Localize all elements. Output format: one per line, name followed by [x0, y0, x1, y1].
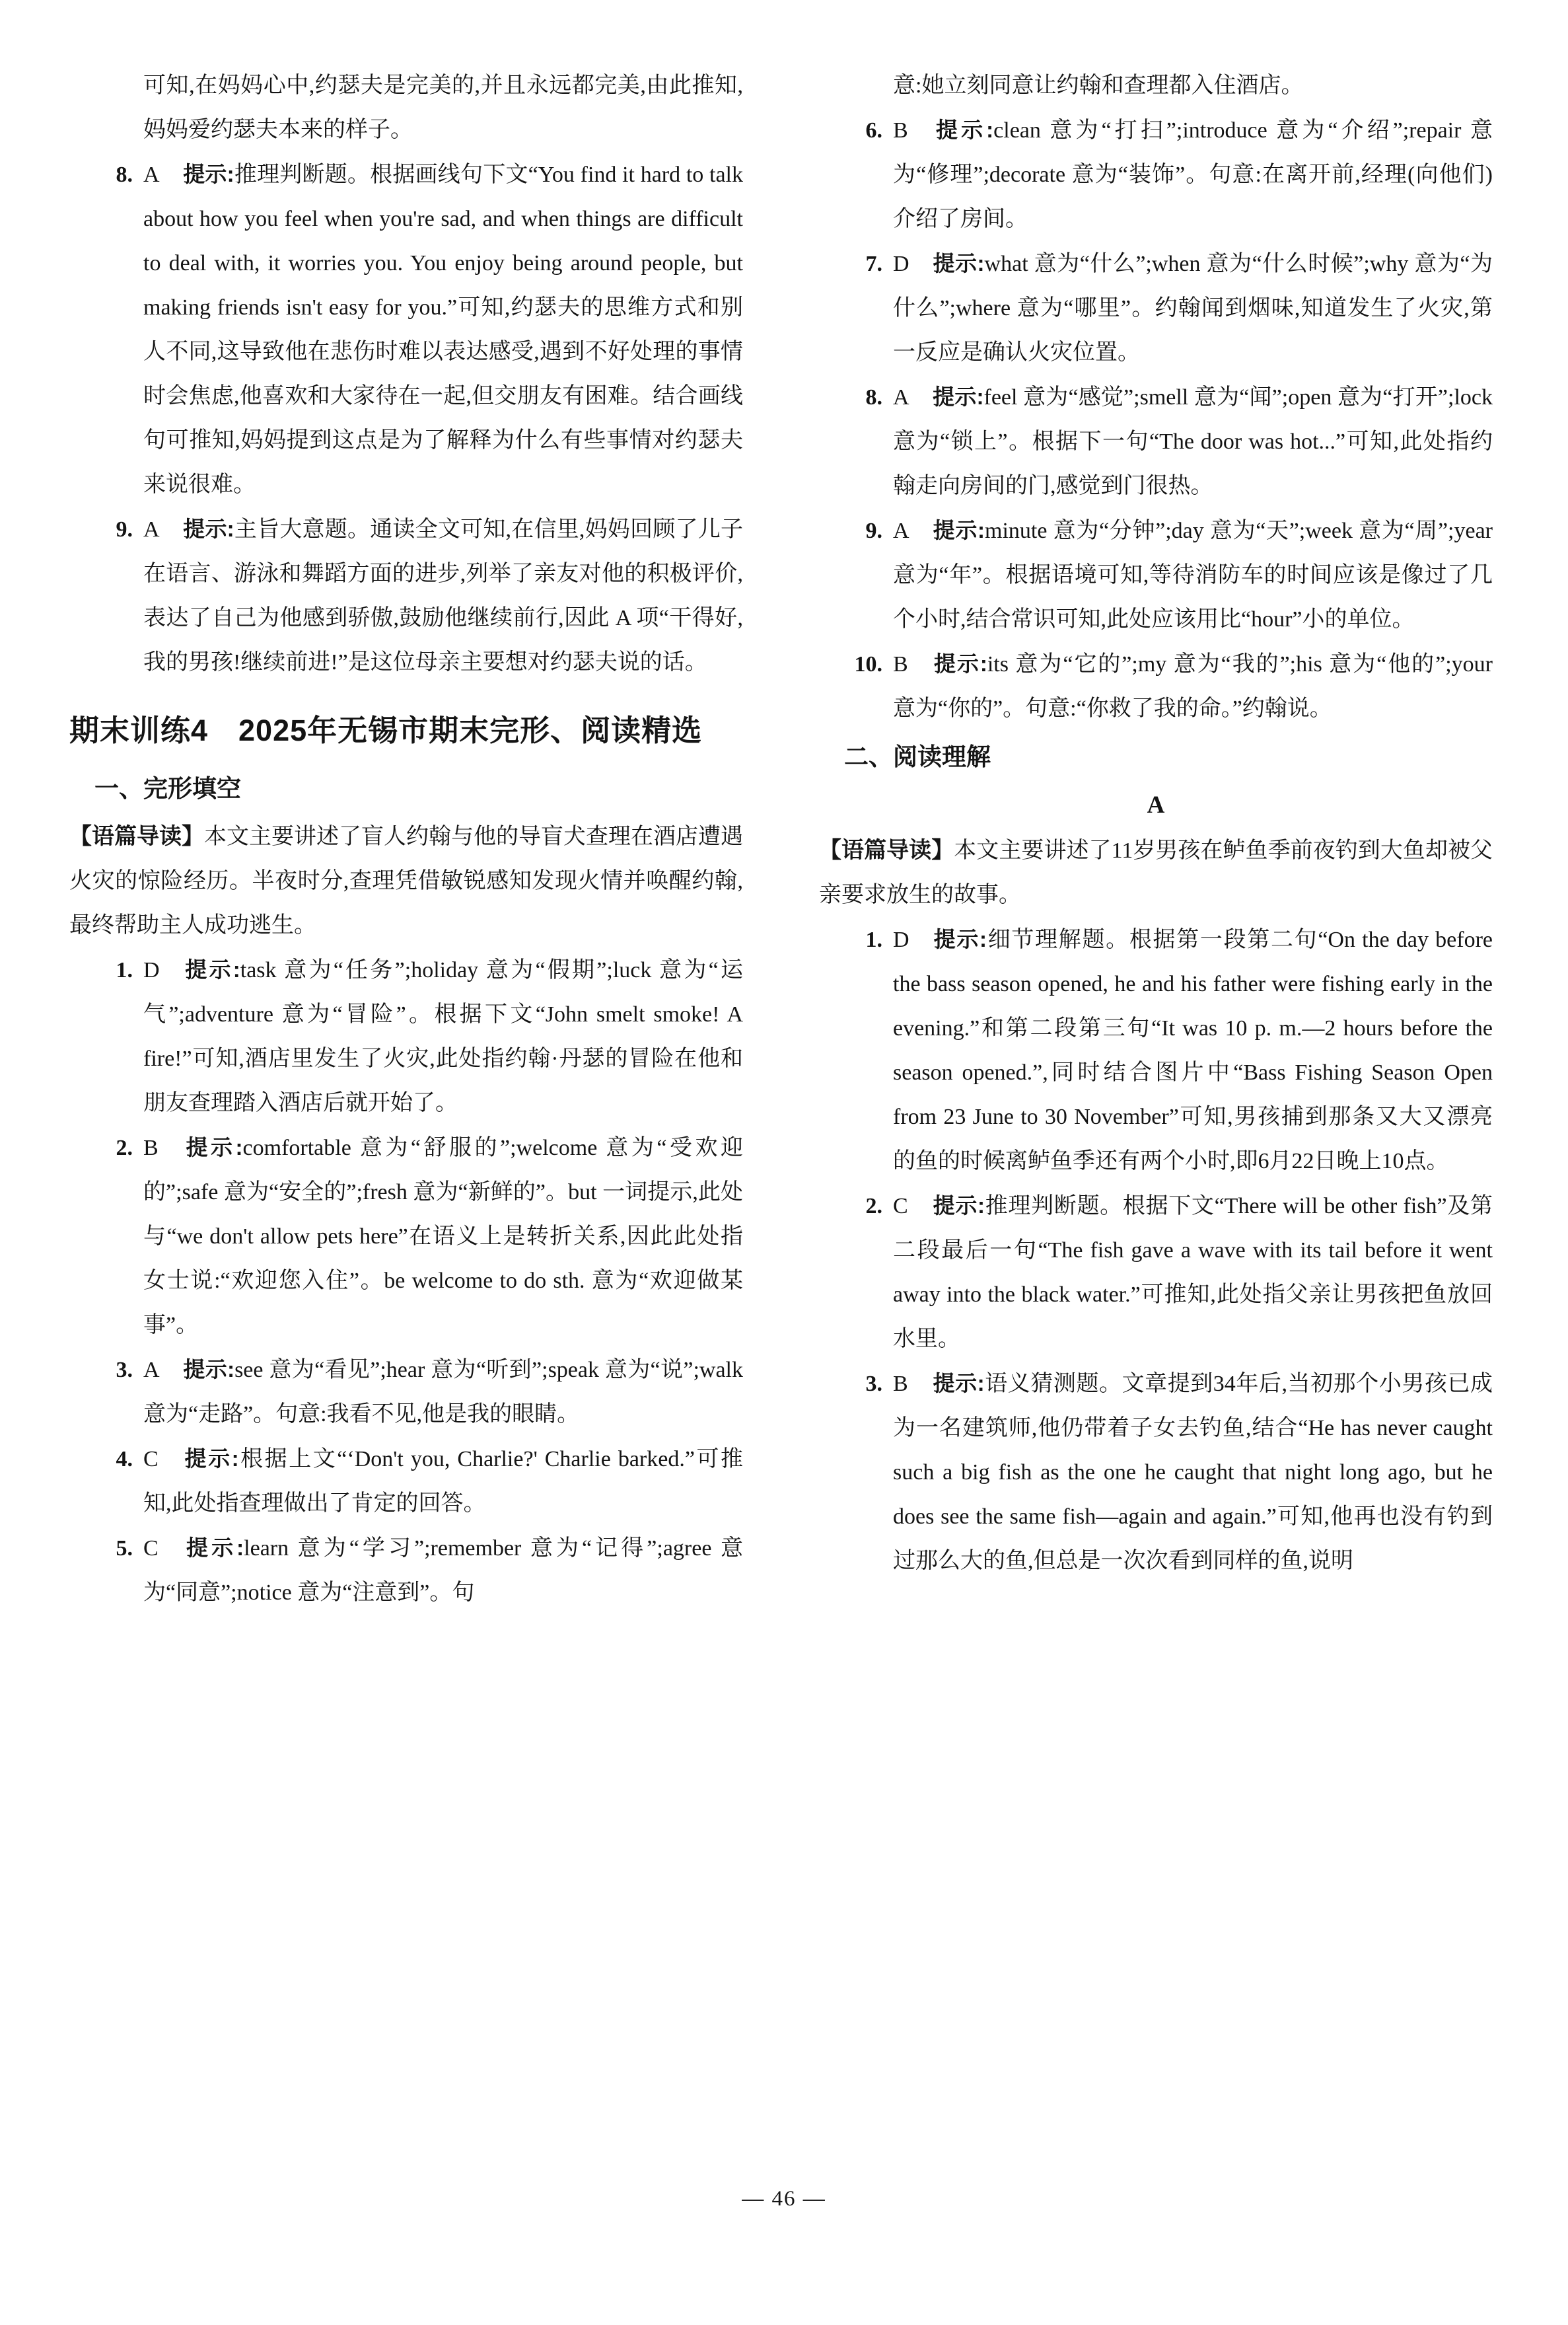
answer-number: 4.	[116, 1447, 133, 1471]
section-heading-cloze: 一、完形填空	[94, 775, 241, 802]
hint-label: 提示:	[933, 251, 985, 276]
answer-explanation: 根据上文“‘Don't you, Charlie?' Charlie barked.”可推知,此处指查理做出了肯定的回答。	[143, 1447, 744, 1516]
answer-number: 3.	[865, 1372, 882, 1396]
page-number: — 46 —	[742, 2187, 826, 2211]
answer-letter: C	[143, 1447, 159, 1471]
answer-number: 9.	[865, 519, 882, 543]
answer-letter: B	[893, 1372, 908, 1396]
answer-item	[98, 152, 743, 507]
answer-letter: B	[893, 652, 908, 677]
answer-item	[848, 642, 1493, 731]
answer-number: 6.	[865, 118, 882, 143]
intro-label: 【语篇导读】	[819, 838, 954, 863]
answer-item	[98, 1436, 743, 1526]
hint-label: 提示:	[933, 118, 994, 142]
answer-explanation: see 意为“看见”;hear 意为“听到”;speak 意为“说”;walk 意为“走路”。句意:我看不见,他是我的眼睛。	[143, 1358, 743, 1426]
page-footer	[0, 2187, 1568, 2211]
answer-number: 10.	[854, 652, 882, 677]
hint-label: 提示:	[933, 1371, 985, 1395]
hint-label: 提示:	[183, 517, 234, 541]
answer-letter: B	[893, 118, 908, 143]
answer-explanation: feel 意为“感觉”;smell 意为“闻”;open 意为“打开”;lock 意为“锁上”。根据下一句“The door was hot...”可知,此处指约翰走向房间的门,感觉到门很热。	[893, 385, 1493, 498]
answer-letter: D	[893, 252, 909, 276]
answer-number: 5.	[116, 1536, 133, 1561]
right-column	[819, 63, 1493, 1615]
carryover-text: 意:她立刻同意让约翰和查理都入住酒店。	[893, 73, 1304, 98]
answer-number: 1.	[116, 958, 133, 982]
answer-item	[848, 375, 1493, 508]
answer-letter: B	[143, 1136, 159, 1160]
intro-text: 本文主要讲述了11岁男孩在鲈鱼季前夜钓到大鱼却被父亲要求放生的故事。	[819, 838, 1493, 907]
answer-explanation: 语义猜测题。文章提到34年后,当初那个小男孩已成为一名建筑师,他仍带着子女去钓鱼,结合“He has never caught such a big fish as the one he caught that night long ago, but he does see the same fish—again and again.”可知,他再也没有钓到过那么大的鱼,但总是一次次看到同样的鱼,说明	[893, 1372, 1493, 1573]
answer-number: 1.	[865, 928, 882, 952]
hint-label: 提示:	[933, 518, 985, 542]
section-heading-reading: 二、阅读理解	[844, 743, 991, 770]
answer-explanation: learn 意为“学习”;remember 意为“记得”;agree 意为“同意”;notice 意为“注意到”。句	[143, 1536, 743, 1605]
answer-number: 3.	[116, 1358, 133, 1382]
answer-letter: D	[143, 958, 160, 982]
answer-number: 9.	[116, 517, 133, 542]
answer-number: 7.	[865, 252, 882, 276]
answer-letter: D	[893, 928, 909, 952]
hint-label: 提示:	[183, 1357, 235, 1382]
hint-label: 提示:	[183, 1135, 243, 1160]
hint-label: 提示:	[933, 1193, 985, 1218]
passage-intro	[819, 829, 1493, 917]
answer-explanation: its 意为“它的”;my 意为“我的”;his 意为“他的”;your 意为“你的”。句意:“你救了我的命。”约翰说。	[893, 652, 1493, 721]
answer-letter: A	[143, 1358, 160, 1382]
answer-item	[98, 1526, 743, 1615]
answer-explanation: what 意为“什么”;when 意为“什么时候”;why 意为“为什么”;where 意为“哪里”。约翰闻到烟味,知道发生了火灾,第一反应是确认火灾位置。	[893, 252, 1493, 365]
answer-item	[98, 1347, 743, 1436]
carryover-text: 可知,在妈妈心中,约瑟夫是完美的,并且永远都完美,由此推知,妈妈爱约瑟夫本来的样子。	[143, 73, 743, 142]
hint-label: 提示:	[933, 651, 987, 676]
answer-item	[848, 108, 1493, 241]
answer-number: 8.	[865, 385, 882, 410]
answer-number: 2.	[865, 1194, 882, 1218]
answer-letter: C	[143, 1536, 159, 1561]
answer-item	[98, 507, 743, 684]
answer-explanation: 主旨大意题。通读全文可知,在信里,妈妈回顾了儿子在语言、游泳和舞蹈方面的进步,列举了亲友对他的积极评价,表达了自己为他感到骄傲,鼓励他继续前行,因此 A 项“干得好,我的男孩!继续前进!”是这位母亲主要想对约瑟夫说的话。	[143, 517, 743, 675]
hint-label: 提示:	[183, 957, 240, 982]
hint-label: 提示:	[933, 927, 987, 951]
answer-number: 8.	[116, 163, 133, 187]
answer-item	[98, 1125, 743, 1347]
answer-item	[848, 241, 1493, 375]
passage-label: A	[1147, 792, 1165, 819]
answer-item	[848, 1183, 1493, 1361]
answer-explanation: comfortable 意为“舒服的”;welcome 意为“受欢迎的”;safe 意为“安全的”;fresh 意为“新鲜的”。but 一词提示,此处与“we don't allow pets here”在语义上是转折关系,因此此处指女士说:“欢迎您入住”。be welcome to do sth. 意为“欢迎做某事”。	[143, 1136, 743, 1337]
hint-label: 提示:	[183, 1446, 239, 1471]
answer-explanation: 推理判断题。根据画线句下文“You find it hard to talk about how you feel when you're sad, and when things are difficult to deal with, it worries you. You enjoy being around people, but making friends isn't easy for you.”可知,约瑟夫的思维方式和别人不同,这导致他在悲伤时难以表达感受,遇到不好处理的事情时会焦虑,他喜欢和大家待在一起,但交朋友有困难。结合画线句可推知,妈妈提到这点是为了解释为什么有些事情对约瑟夫来说很难。	[143, 163, 743, 497]
answer-explanation: 细节理解题。根据第一段第二句“On the day before the bass season opened, he and his father were fishing early in the evening.”和第二段第三句“It was 10 p. m.—2 hours before the season opened.”,同时结合图片中“Bass Fishing Season Open from 23 June to 30 November”可知,男孩捕到那条又大又漂亮的鱼的时候离鲈鱼季还有两个小时,即6月22日晚上10点。	[893, 928, 1493, 1173]
hint-label: 提示:	[933, 385, 984, 409]
answer-item	[848, 1361, 1493, 1583]
answer-explanation: 推理判断题。根据下文“There will be other fish”及第二段最后一句“The fish gave a wave with its tail before it went away into the black water.”可推知,此处指父亲让男孩把鱼放回水里。	[893, 1194, 1493, 1351]
answer-explanation: minute 意为“分钟”;day 意为“天”;week 意为“周”;year 意为“年”。根据语境可知,等待消防车的时间应该是像过了几个小时,结合常识可知,此处应该用比“hour”小的单位。	[893, 519, 1493, 632]
answer-item	[98, 947, 743, 1125]
answer-item	[848, 508, 1493, 642]
hint-label: 提示:	[183, 162, 234, 186]
answer-letter: A	[893, 385, 909, 410]
unit-title: 期末训练4 2025年无锡市期末完形、阅读精选	[69, 714, 703, 747]
answer-number: 2.	[116, 1136, 133, 1160]
hint-label: 提示:	[183, 1535, 244, 1560]
intro-text: 本文主要讲述了盲人约翰与他的导盲犬查理在酒店遭遇火灾的惊险经历。半夜时分,查理凭借敏锐感知发现火情并唤醒约翰,最终帮助主人成功逃生。	[69, 825, 743, 938]
answer-letter: A	[143, 517, 160, 542]
left-column	[69, 63, 743, 1615]
answer-letter: A	[143, 163, 160, 187]
two-column-layout	[69, 63, 1493, 1615]
answer-explanation: clean 意为“打扫”;introduce 意为“介绍”;repair 意为“修理”;decorate 意为“装饰”。句意:在离开前,经理(向他们)介绍了房间。	[893, 118, 1493, 231]
answer-explanation: task 意为“任务”;holiday 意为“假期”;luck 意为“运气”;adventure 意为“冒险”。根据下文“John smelt smoke! A fire!”可知,酒店里发生了火灾,此处指约翰·丹瑟的冒险在他和朋友查理踏入酒店后就开始了。	[143, 958, 743, 1115]
passage-intro	[69, 815, 743, 947]
answer-letter: A	[893, 519, 909, 543]
intro-label: 【语篇导读】	[69, 824, 204, 849]
answer-item	[848, 917, 1493, 1183]
answer-letter: C	[893, 1194, 908, 1218]
